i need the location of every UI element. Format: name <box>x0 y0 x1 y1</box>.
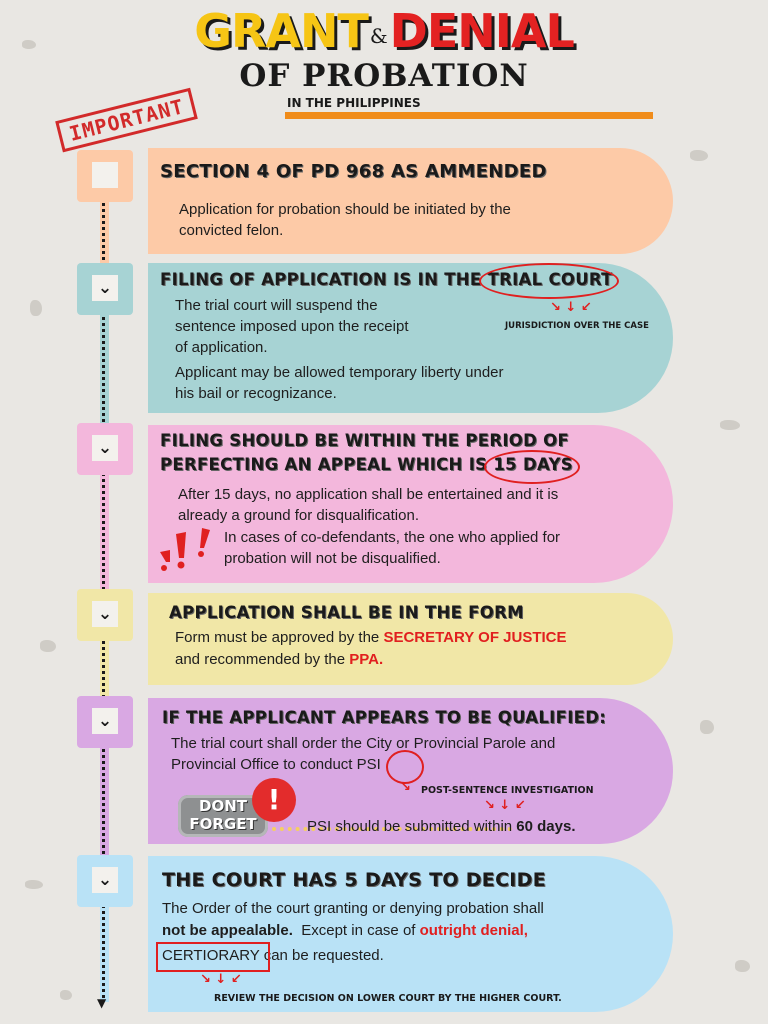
arrow-icon: ↘ ↓ ↙ <box>550 300 592 315</box>
background-speck <box>720 420 740 430</box>
arrow-icon: ↘ ↓ ↙ <box>200 972 242 987</box>
background-speck <box>60 990 72 1000</box>
section-5-note: POST-SENTENCE INVESTIGATION <box>421 785 594 796</box>
background-speck <box>700 720 714 734</box>
section-4-text <box>175 627 567 648</box>
section-5-text <box>171 754 381 775</box>
section-3-heading: FILING SHOULD BE WITHIN THE PERIOD OF <box>160 431 570 450</box>
section-2-text: sentence imposed upon the receipt <box>175 318 409 335</box>
page-title <box>0 4 768 58</box>
arrow-icon: ↘ ↓ ↙ <box>484 798 526 813</box>
section-6-heading: THE COURT HAS 5 DAYS TO DECIDE <box>162 869 547 891</box>
section-6-emphasis: not be appealable. <box>162 922 293 939</box>
chevron-down-icon: ⌄ <box>97 870 113 890</box>
section-6-text: The Order of the court granting or denying probation shall <box>162 900 544 917</box>
arrow-icon: ↘ <box>400 780 411 795</box>
background-speck <box>690 150 708 161</box>
title-ampersand: & <box>369 24 388 48</box>
section-4-text <box>175 649 383 670</box>
section-5-heading: IF THE APPLICANT APPEARS TO BE QUALIFIED: <box>162 708 607 727</box>
chevron-down-icon: ⌄ <box>97 711 113 731</box>
section-6-text <box>162 920 528 941</box>
section-4-highlight: SECRETARY OF JUSTICE <box>383 629 567 646</box>
section-5-text-part: Provincial Office to conduct <box>171 756 353 773</box>
section-2-text: Applicant may be allowed temporary liberty under <box>175 364 504 381</box>
highlight-box <box>156 942 270 972</box>
section-1-text: Application for probation should be initiated by the <box>179 201 511 218</box>
section-5-text <box>307 816 576 837</box>
section-6-text-part: Except in case of <box>301 922 416 939</box>
section-6-certiorary: CERTIORARY <box>162 947 260 964</box>
section-4-heading: APPLICATION SHALL BE IN THE FORM <box>169 603 524 622</box>
section-2-heading-highlight: TRIAL COURT <box>487 270 613 289</box>
badge-line: DONT <box>199 797 247 815</box>
section-3-heading-highlight: 15 DAYS <box>493 455 573 474</box>
title-grant: GRANT <box>194 4 368 58</box>
title-denial: DENIAL <box>389 4 574 58</box>
section-4-text-part: and recommended by the <box>175 651 346 668</box>
section-6-text-part: can be requested. <box>263 947 384 964</box>
section-3-text: already a ground for disqualification. <box>178 507 419 524</box>
background-speck <box>30 300 42 316</box>
section-2-text: his bail or recognizance. <box>175 385 337 402</box>
section-4-highlight: PPA. <box>349 651 384 668</box>
section-2-heading-text: FILING OF APPLICATION IS IN THE <box>160 270 482 289</box>
exclamation-icon <box>152 524 218 572</box>
section-3-text: probation will not be disqualified. <box>224 550 441 567</box>
section-4-text-part: Form must be approved by the <box>175 629 380 646</box>
highlight-circle <box>484 450 580 484</box>
timeline-node <box>77 696 133 748</box>
chevron-down-icon: ⌄ <box>97 278 113 298</box>
section-3-text: In cases of co-defendants, the one who applied for <box>224 529 561 546</box>
alert-icon: ! <box>252 778 296 822</box>
section-5-highlight: 60 days. <box>516 818 576 835</box>
title-subheading: OF PROBATION <box>239 58 529 94</box>
section-3-text: After 15 days, no application shall be entertained and it is <box>178 486 559 503</box>
timeline-node <box>77 150 133 202</box>
timeline-node <box>77 589 133 641</box>
section-1-text: convicted felon. <box>179 222 284 239</box>
badge-line: FORGET <box>189 815 257 833</box>
timeline-end-arrow-icon: ▼ <box>97 996 107 1010</box>
chevron-down-icon: ⌄ <box>97 438 113 458</box>
timeline-node <box>77 855 133 907</box>
highlight-circle <box>479 263 619 299</box>
background-speck <box>25 880 43 889</box>
title-underline <box>285 112 653 119</box>
background-speck <box>40 640 56 652</box>
important-stamp: IMPORTANT <box>55 88 198 153</box>
section-2-text: of application. <box>175 339 268 356</box>
section-3-heading-text: PERFECTING AN APPEAL WHICH IS <box>160 455 488 474</box>
background-speck <box>735 960 750 972</box>
timeline-node <box>77 423 133 475</box>
chevron-down-icon: ⌄ <box>97 604 113 624</box>
section-2-note: JURISDICTION OVER THE CASE <box>505 321 649 331</box>
section-5-psi: PSI <box>356 756 381 773</box>
section-6-highlight: outright denial, <box>419 922 528 939</box>
section-5-text-part: PSI should be submitted within <box>307 818 513 835</box>
timeline-node <box>77 263 133 315</box>
section-5-text: The trial court shall order the City or Provincial Parole and <box>171 735 556 752</box>
section-1-heading: SECTION 4 OF PD 968 AS AMMENDED <box>160 161 547 182</box>
section-2-text: The trial court will suspend the <box>175 297 378 314</box>
highlight-circle <box>386 750 424 784</box>
title-location: IN THE PHILIPPINES <box>287 96 421 110</box>
section-6-note: REVIEW THE DECISION ON LOWER COURT BY THE HIGHER COURT. <box>214 993 562 1004</box>
